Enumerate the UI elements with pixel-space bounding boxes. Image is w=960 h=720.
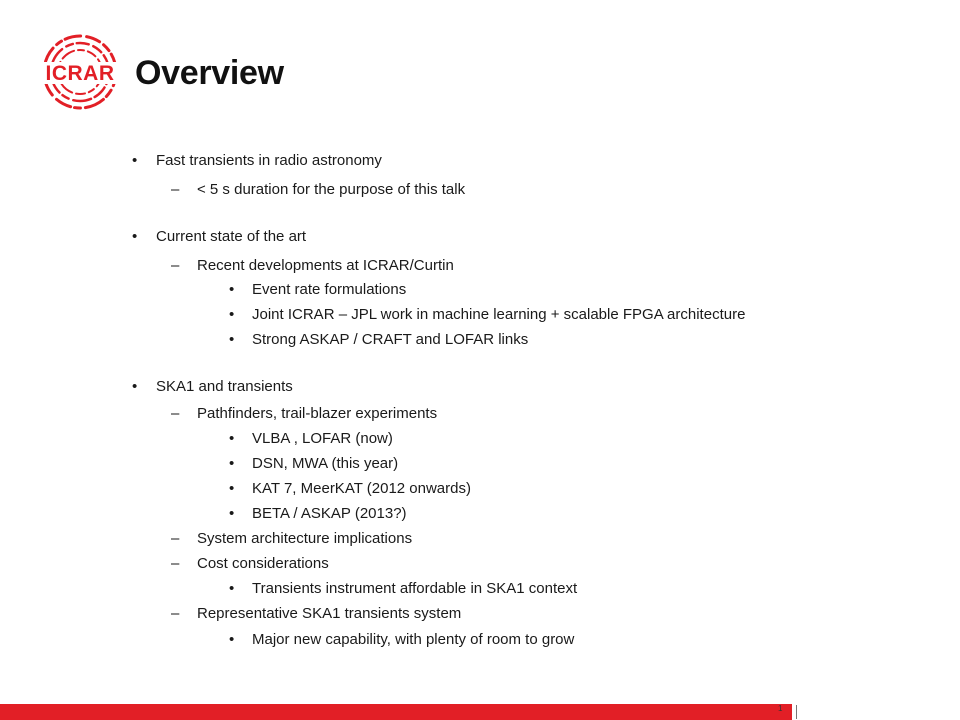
dash-marker: –	[171, 257, 180, 274]
bullet-text: < 5 s duration for the purpose of this talk	[197, 181, 466, 198]
bullet-item-level-3	[229, 430, 393, 448]
bullet-marker: •	[229, 505, 235, 522]
bullet-item-level-2	[171, 405, 438, 423]
bullet-marker: •	[229, 430, 235, 447]
bullet-item-level-2	[171, 555, 329, 573]
bullet-item-level-1	[132, 378, 293, 396]
bullet-text: Cost considerations	[197, 555, 329, 572]
bullet-text: Event rate formulations	[252, 281, 407, 298]
bullet-item-level-1	[132, 152, 382, 170]
bullet-text: Recent developments at ICRAR/Curtin	[197, 257, 454, 274]
bullet-item-level-2	[171, 605, 462, 623]
icrar-logo	[28, 30, 133, 115]
bullet-item-level-2	[171, 257, 454, 275]
bullet-text: SKA1 and transients	[156, 378, 293, 395]
bullet-text: KAT 7, MeerKAT (2012 onwards)	[252, 480, 471, 497]
bullet-item-level-2	[171, 530, 413, 548]
bullet-marker: •	[132, 152, 138, 169]
bullet-text: Current state of the art	[156, 228, 307, 245]
footer-accent-bar	[0, 704, 792, 720]
bullet-text: System architecture implications	[197, 530, 413, 547]
bullet-item-level-3	[229, 281, 407, 299]
bullet-item-level-3	[229, 331, 529, 349]
bullet-text: BETA / ASKAP (2013?)	[252, 505, 407, 522]
page-divider	[796, 705, 797, 719]
bullet-marker: •	[229, 480, 235, 497]
bullet-text: VLBA , LOFAR (now)	[252, 430, 393, 447]
bullet-marker: •	[229, 455, 235, 472]
dash-marker: –	[171, 405, 180, 422]
bullet-text: Major new capability, with plenty of room to grow	[252, 631, 575, 648]
bullet-marker: •	[229, 306, 235, 323]
bullet-text: Strong ASKAP / CRAFT and LOFAR links	[252, 331, 529, 348]
dash-marker: –	[171, 555, 180, 572]
bullet-marker: •	[229, 281, 235, 298]
bullet-marker: •	[132, 228, 138, 245]
bullet-text: Fast transients in radio astronomy	[156, 152, 382, 169]
bullet-marker: •	[132, 378, 138, 395]
bullet-text: Joint ICRAR – JPL work in machine learning + scalable FPGA architecture	[252, 306, 746, 323]
bullet-item-level-3	[229, 306, 746, 324]
dash-marker: –	[171, 181, 180, 198]
bullet-item-level-3	[229, 580, 578, 598]
bullet-item-level-3	[229, 455, 399, 473]
bullet-text: Representative SKA1 transients system	[197, 605, 462, 622]
bullet-marker: •	[229, 631, 235, 648]
bullet-text: Transients instrument affordable in SKA1 context	[252, 580, 578, 597]
bullet-text: DSN, MWA (this year)	[252, 455, 399, 472]
bullet-marker: •	[229, 331, 235, 348]
slide-title: Overview	[135, 54, 284, 92]
bullet-text: Pathfinders, trail-blazer experiments	[197, 405, 438, 422]
bullet-item-level-2	[171, 181, 466, 199]
bullet-item-level-1	[132, 228, 307, 246]
bullet-item-level-3	[229, 480, 471, 498]
logo-text: ICRAR	[45, 62, 115, 85]
bullet-item-level-3	[229, 505, 407, 523]
page-number: 1	[778, 704, 783, 713]
dash-marker: –	[171, 605, 180, 622]
dash-marker: –	[171, 530, 180, 547]
bullet-marker: •	[229, 580, 235, 597]
bullet-item-level-3	[229, 631, 575, 649]
